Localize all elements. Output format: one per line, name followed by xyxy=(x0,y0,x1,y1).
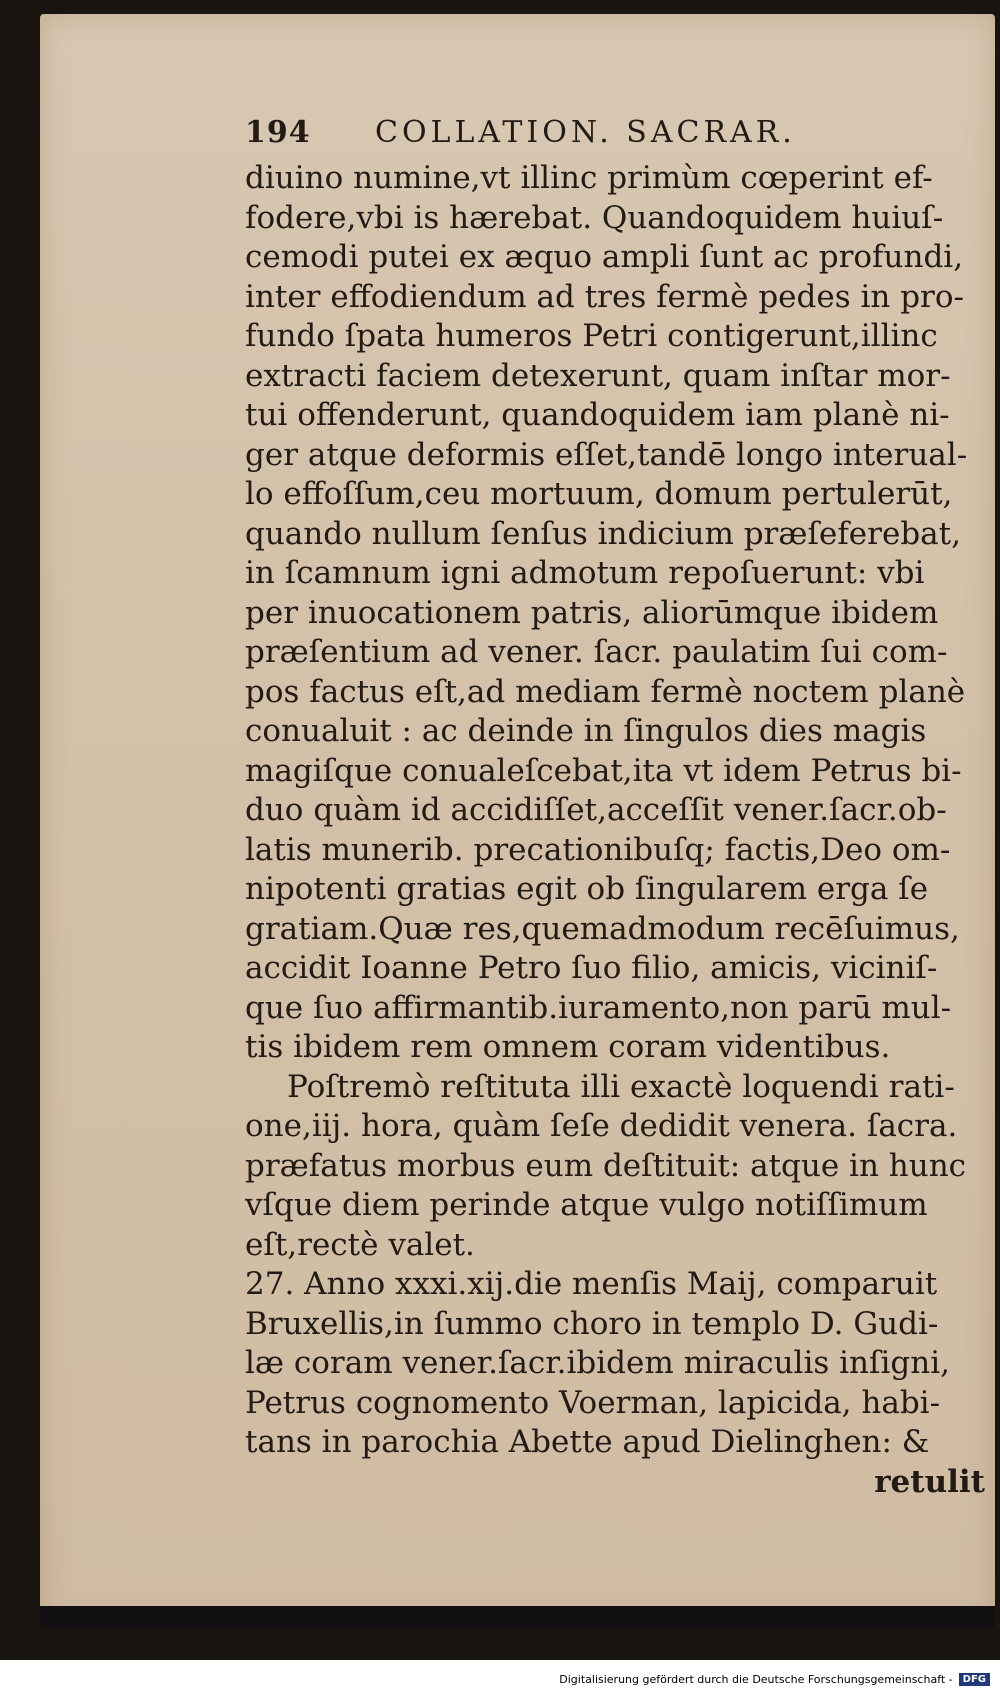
body-text xyxy=(245,159,985,1502)
running-head: COLLATION. SACRAR. xyxy=(375,115,796,150)
text-line: tis ibidem rem omnem coram videntibus. xyxy=(245,1029,891,1065)
text-line: vſque diem perinde atque vulgo notiſſimum xyxy=(245,1187,928,1223)
catchword: retulit xyxy=(874,1463,985,1500)
text-line: Bruxellis,in ſummo choro in templo D. Gudi- xyxy=(245,1305,939,1342)
text-line: quando nullum ſenſus indicium præſeferebat, xyxy=(245,515,961,552)
footer-credit: Digitalisierung gefördert durch die Deutsche Forschungsgemeinschaft - xyxy=(559,1672,953,1686)
text-line: tui offenderunt, quandoquidem iam planè ni- xyxy=(245,397,950,433)
text-line: Petrus cognomento Voerman, lapicida, habi- xyxy=(245,1384,941,1421)
text-line: ger atque deformis eſſet,tandē longo interual- xyxy=(245,436,968,473)
text-line: diuino numine,vt illinc primùm cœperint ef- xyxy=(245,160,933,196)
text-line: Poſtremò reſtituta illi exactè loquendi rati- xyxy=(287,1068,955,1105)
text-line: fundo ſpata humeros Petri contigerunt,illinc xyxy=(245,318,938,354)
page-number: 194 xyxy=(245,115,311,150)
digitization-footer xyxy=(0,1660,1000,1698)
text-line: one,iij. hora, quàm ſeſe dedidit venera. ſacra. xyxy=(245,1108,958,1144)
text-line: duo quàm id accidiſſet,acceſſit vener.ſacr.ob- xyxy=(245,792,947,828)
text-line: cemodi putei ex æquo ampli ſunt ac profundi, xyxy=(245,239,964,275)
text-line: eſt,rectè valet. xyxy=(245,1226,475,1263)
text-line: inter effodiendum ad tres fermè pedes in pro- xyxy=(245,278,964,315)
text-line: gratiam.Quæ res,quemadmodum recēſuimus, xyxy=(245,910,960,947)
text-line: fodere,vbi is hærebat. Quandoquidem huiuſ- xyxy=(245,199,944,236)
page-text-block xyxy=(245,115,985,1502)
text-line: accidit Ioanne Petro ſuo filio, amicis, viciniſ- xyxy=(245,950,938,986)
text-line: in ſcamnum igni admotum repoſuerunt: vbi xyxy=(245,555,925,591)
text-line: magiſque conualeſcebat,ita vt idem Petrus bi- xyxy=(245,752,962,789)
text-line: 27. Anno xxxi.xij.die menſis Maij, comparuit xyxy=(245,1266,938,1302)
text-line: læ coram vener.ſacr.ibidem miraculis inſigni, xyxy=(245,1345,950,1381)
page-header xyxy=(245,115,985,159)
text-line: lo effoſſum,ceu mortuum, domum pertulerūt, xyxy=(245,476,953,512)
text-line: extracti faciem detexerunt, quam inſtar mor- xyxy=(245,357,951,394)
text-line: que ſuo affirmantib.iuramento,non parū mul- xyxy=(245,989,952,1026)
text-line: pos factus eſt,ad mediam fermè noctem planè xyxy=(245,673,966,710)
page-bottom-edge xyxy=(40,1606,995,1628)
text-line: tans in parochia Abette apud Dielinghen: & xyxy=(245,1424,930,1460)
text-line: latis munerib. precationibuſq; factis,Deo om- xyxy=(245,831,951,868)
text-line: conualuit : ac deinde in ſingulos dies magis xyxy=(245,713,927,749)
text-line: nipotenti gratias egit ob ſingularem erga ſe xyxy=(245,871,929,907)
dfg-logo: DFG xyxy=(959,1673,990,1686)
text-line: præſentium ad vener. ſacr. paulatim ſui com- xyxy=(245,634,948,670)
text-line: præfatus morbus eum deſtituit: atque in hunc xyxy=(245,1147,967,1184)
text-line: per inuocationem patris, aliorūmque ibidem xyxy=(245,594,939,631)
